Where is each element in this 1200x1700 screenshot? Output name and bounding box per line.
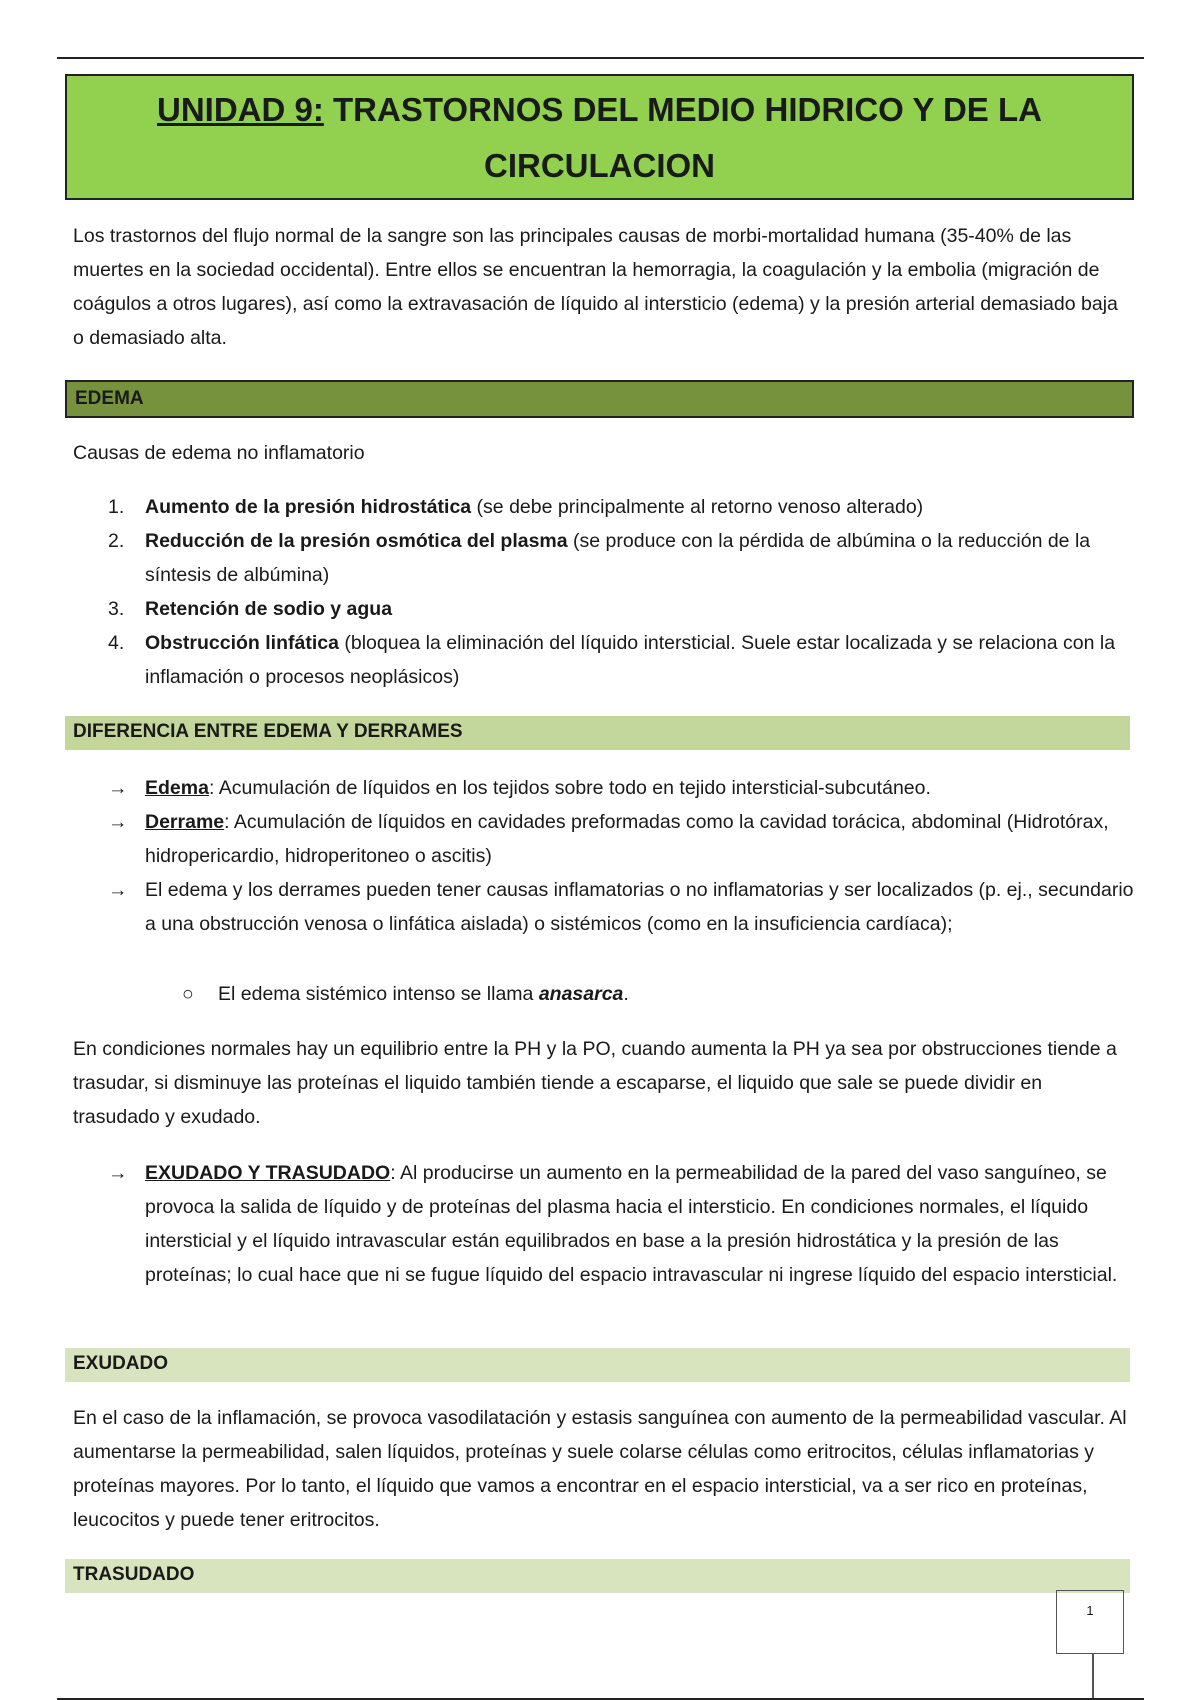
section-heading-trasudado: TRASUDADO (65, 1559, 1130, 1593)
section-heading-exudado: EXUDADO (65, 1348, 1130, 1382)
title-rest: TRASTORNOS DEL MEDIO HIDRICO Y DE LA (323, 91, 1042, 128)
list-item (108, 592, 1128, 626)
list-item (108, 1156, 1138, 1292)
circle-bullet-icon: ○ (182, 983, 194, 1005)
title-prefix: UNIDAD 9: (157, 91, 324, 128)
edema-causes-list (108, 490, 1128, 694)
arrow-icon: → (108, 777, 128, 799)
list-item-bold: Obstrucción linfática (145, 632, 339, 654)
list-item-text: : Acumulación de líquidos en cavidades preformadas como la cavidad torácica, abdominal (Hidrotórax, hidropericardio, hidroperitoneo o ascitis) (145, 811, 1109, 867)
page-number-stem (1092, 1654, 1094, 1698)
intro-paragraph: Los trastornos del flujo normal de la sangre son las principales causas de morbi-mortalidad humana (35-40% de las muertes en la sociedad occidental). Entre ellos se encuentran la hemorragia, la coagulación y la embolia (migración de coágulos a otros lugares), así como la extravasación de líquido al intersticio (edema) y la presión arterial demasiado baja o demasiado alta. (73, 225, 1118, 349)
term-derrame: Derrame (145, 811, 225, 833)
list-item (108, 771, 1138, 805)
list-item (108, 805, 1138, 873)
sub-end: . (623, 983, 629, 1005)
sub-bullet-anasarca (182, 977, 629, 1011)
list-item-bold: Retención de sodio y agua (145, 598, 393, 620)
arrow-icon: → (108, 1162, 128, 1184)
list-item (108, 490, 1128, 524)
list-item-text: : Al producirse un aumento en la permeabilidad de la pared del vaso sanguíneo, se provoca la salida de líquido y de proteínas del plasma hacia el intersticio. En condiciones normales, el líquido intersticial y el líquido intravascular están equilibrados en base a la presión hidrostática y la presión de las proteínas; lo cual hace que ni se fugue líquido del espacio intravascular ni ingrese líquido del espacio intersticial. (145, 1162, 1118, 1286)
diferencia-list (108, 771, 1138, 941)
title-line2: CIRCULACION (484, 147, 715, 184)
page-number: 1 (1056, 1590, 1124, 1654)
edema-lead: Causas de edema no inflamatorio (73, 442, 365, 464)
exudado-paragraph: En el caso de la inflamación, se provoca vasodilatación y estasis sanguínea con aumento de la permeabilidad vascular. Al aumentarse la permeabilidad, salen líquidos, proteínas y suele colarse células como eritrocitos, células inflamatorias y proteínas mayores. Por lo tanto, el líquido que vamos a encontrar en el espacio intersticial, va a ser rico en proteínas, leucocitos y puede tener eritrocitos. (73, 1407, 1127, 1531)
arrow-icon: → (108, 879, 128, 901)
list-item-bold: Aumento de la presión hidrostática (145, 496, 472, 518)
list-number: 3. (108, 598, 125, 620)
section-heading-edema: EDEMA (65, 380, 1134, 418)
list-item (108, 626, 1128, 694)
section-heading-diferencia: DIFERENCIA ENTRE EDEMA Y DERRAMES (65, 716, 1130, 750)
list-item-text: (bloquea la eliminación del líquido intersticial. Suele estar localizada y se relaciona con la inflamación o procesos neoplásicos) (145, 632, 1116, 688)
list-item-text: : Acumulación de líquidos en los tejidos sobre todo en tejido intersticial-subcutáneo. (208, 777, 931, 799)
arrow-icon: → (108, 811, 128, 833)
term-exudado-trasudado: EXUDADO Y TRASUDADO (145, 1162, 391, 1184)
list-item (108, 524, 1128, 592)
list-number: 4. (108, 632, 125, 654)
list-item-text: (se produce con la pérdida de albúmina o la reducción de la síntesis de albúmina) (145, 530, 1091, 586)
sub-text: El edema sistémico intenso se llama (218, 983, 539, 1005)
list-number: 2. (108, 530, 125, 552)
list-item (108, 873, 1138, 941)
list-item-text: El edema y los derrames pueden tener causas inflamatorias o no inflamatorias y ser localizados (p. ej., secundario a una obstrucción venosa o linfática aislada) o sistémicos (como en la insuficiencia cardíaca); (145, 879, 1134, 935)
top-rule (57, 57, 1144, 59)
exudado-trasudado-list (108, 1156, 1138, 1292)
list-number: 1. (108, 496, 125, 518)
equilibrio-paragraph: En condiciones normales hay un equilibrio entre la PH y la PO, cuando aumenta la PH ya sea por obstrucciones tiende a trasudar, si disminuye las proteínas el liquido también tiende a escaparse, el liquido que sale se puede dividir en trasudado y exudado. (73, 1038, 1117, 1128)
term-edema: Edema (145, 777, 209, 799)
term-anasarca: anasarca (538, 983, 624, 1005)
list-item-text: (se debe principalmente al retorno venoso alterado) (471, 496, 924, 518)
page-title (65, 74, 1134, 200)
list-item-bold: Reducción de la presión osmótica del plasma (145, 530, 568, 552)
